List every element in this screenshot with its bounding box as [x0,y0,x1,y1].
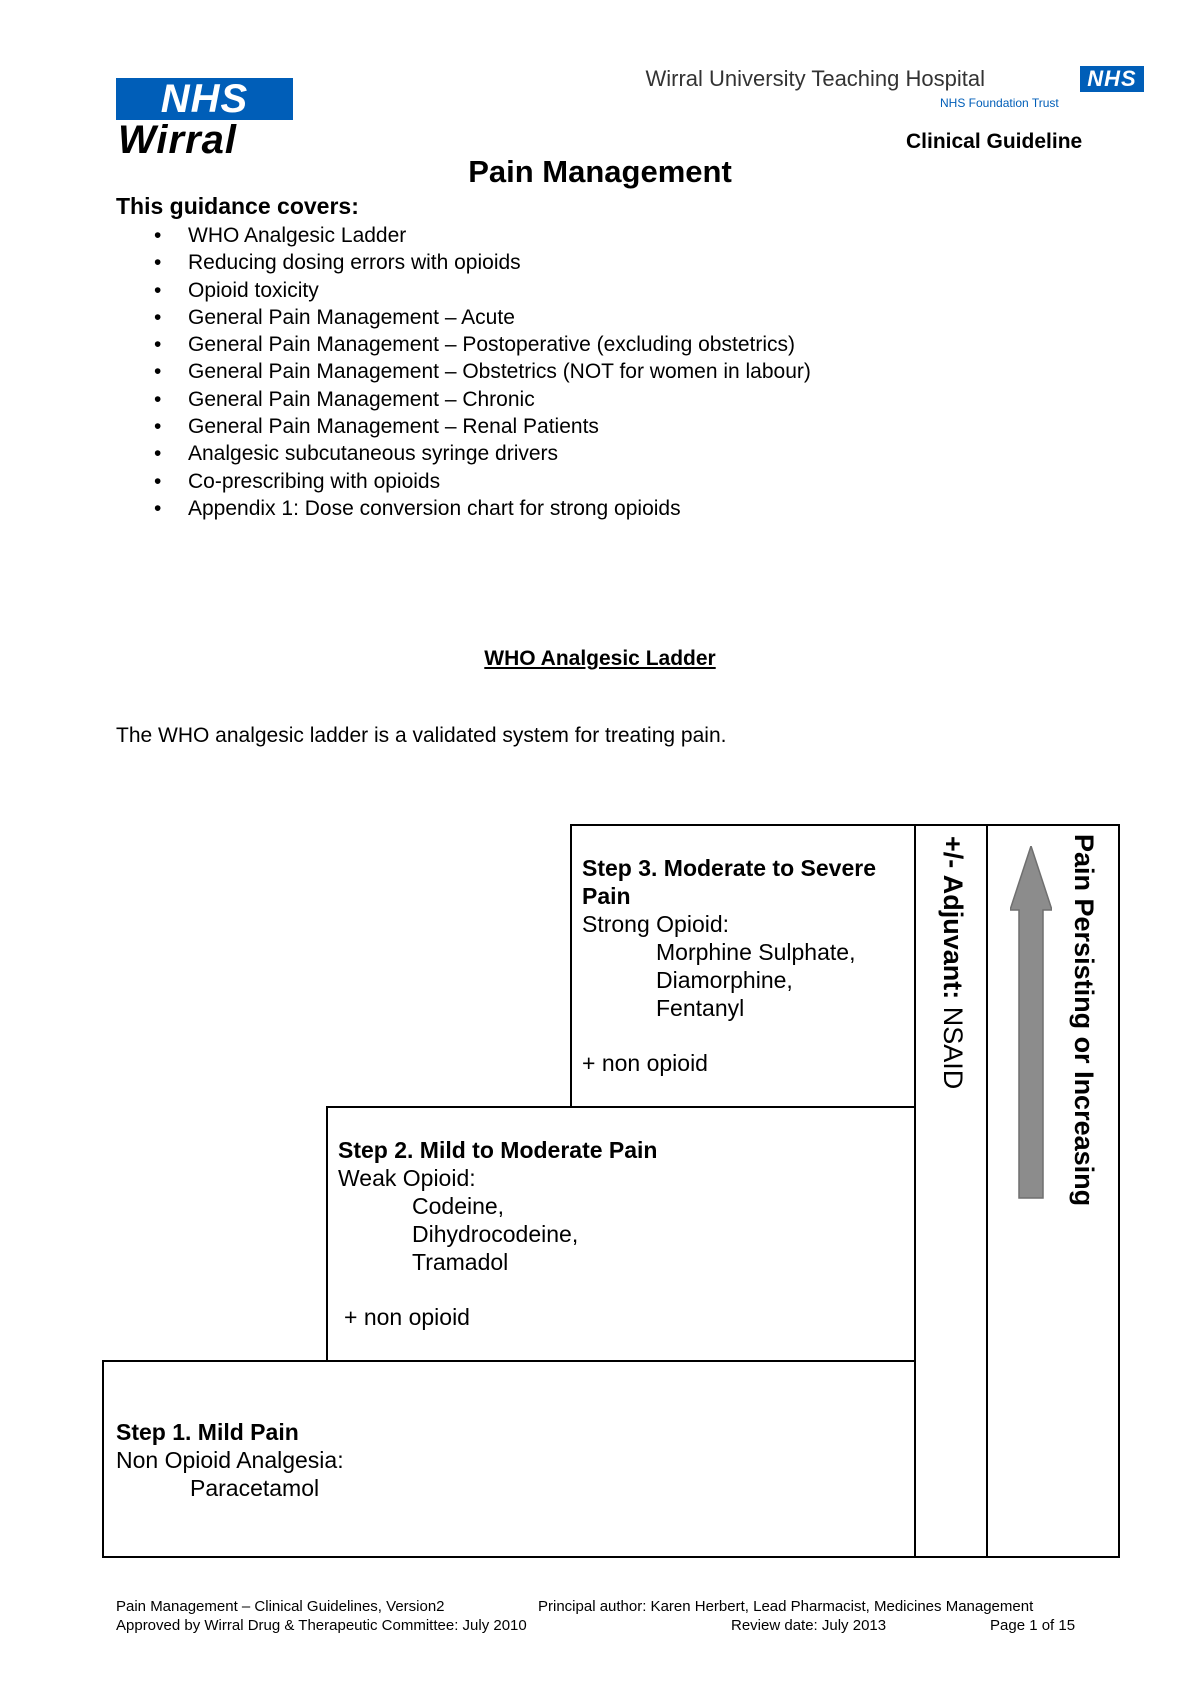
pain-persisting-label: Pain Persisting or Increasing [1069,834,1099,1207]
hospital-name: Wirral University Teaching Hospital [645,66,985,91]
footer-page-number: Page 1 of 15 [990,1617,1076,1634]
doc-type-label: Clinical Guideline [906,130,1083,153]
step2-drug: Tramadol [412,1249,509,1275]
list-item: • Opioid toxicity [116,277,811,304]
step3-plus-non-opioid: + non opioid [582,1050,708,1076]
step2-title: Step 2. Mild to Moderate Pain [338,1137,658,1163]
step2-plus-non-opioid: + non opioid [344,1304,470,1330]
adjuvant-label [937,836,968,1089]
list-item: • General Pain Management – Postoperative (excluding obstetrics) [116,331,811,358]
intro-paragraph: The WHO analgesic ladder is a validated system for treating pain. [116,724,727,747]
step3-content [582,854,876,1022]
footer-author: Principal author: Karen Herbert, Lead Pharmacist, Medicines Management [538,1598,1034,1615]
adjuvant-label-bold: +/- Adjuvant: [938,836,968,1000]
step3-drug: Fentanyl [656,995,745,1021]
wirral-logo-text: Wirral [118,118,238,162]
step2-drug: Codeine, [412,1193,505,1219]
step2-drug: Dihydrocodeine, [412,1221,579,1247]
step2-category: Weak Opioid: [338,1165,476,1191]
foundation-trust-label: NHS Foundation Trust [940,96,1059,110]
step3-title: Step 3. Moderate to Severe [582,855,876,881]
list-item: • Reducing dosing errors with opioids [116,249,811,276]
page-title: Pain Management [468,154,732,189]
footer-review-date: Review date: July 2013 [731,1617,887,1634]
step3-category: Strong Opioid: [582,911,730,937]
guidance-list [116,222,811,522]
step1-category: Non Opioid Analgesia: [116,1447,344,1473]
list-item: • WHO Analgesic Ladder [116,222,811,249]
footer-doc-version: Pain Management – Clinical Guidelines, Version2 [116,1598,445,1615]
list-item: • General Pain Management – Chronic [116,386,811,413]
up-arrow-icon [1010,846,1052,1200]
list-item: • General Pain Management – Obstetrics (NOT for women in labour) [116,358,811,385]
step1-drug: Paracetamol [190,1475,320,1501]
section-heading: WHO Analgesic Ladder [484,647,716,670]
step3-title-cont: Pain [582,883,631,909]
nhs-logo-small: NHS [1080,66,1144,92]
nhs-logo: NHS [116,78,293,120]
guidance-heading: This guidance covers: [116,193,359,219]
footer-approval: Approved by Wirral Drug & Therapeutic Committee: July 2010 [116,1617,527,1634]
step1-title: Step 1. Mild Pain [116,1419,299,1445]
step2-content [338,1136,657,1276]
list-item: • General Pain Management – Renal Patients [116,413,811,440]
step3-drug: Morphine Sulphate, [656,939,856,965]
persisting-column [986,824,1120,1558]
list-item: • Appendix 1: Dose conversion chart for strong opioids [116,495,811,522]
step3-drug: Diamorphine, [656,967,793,993]
list-item: • General Pain Management – Acute [116,304,811,331]
step1-content [116,1418,344,1502]
adjuvant-label-drug: NSAID [938,999,968,1090]
list-item: • Co-prescribing with opioids [116,468,811,495]
list-item: • Analgesic subcutaneous syringe drivers [116,440,811,467]
